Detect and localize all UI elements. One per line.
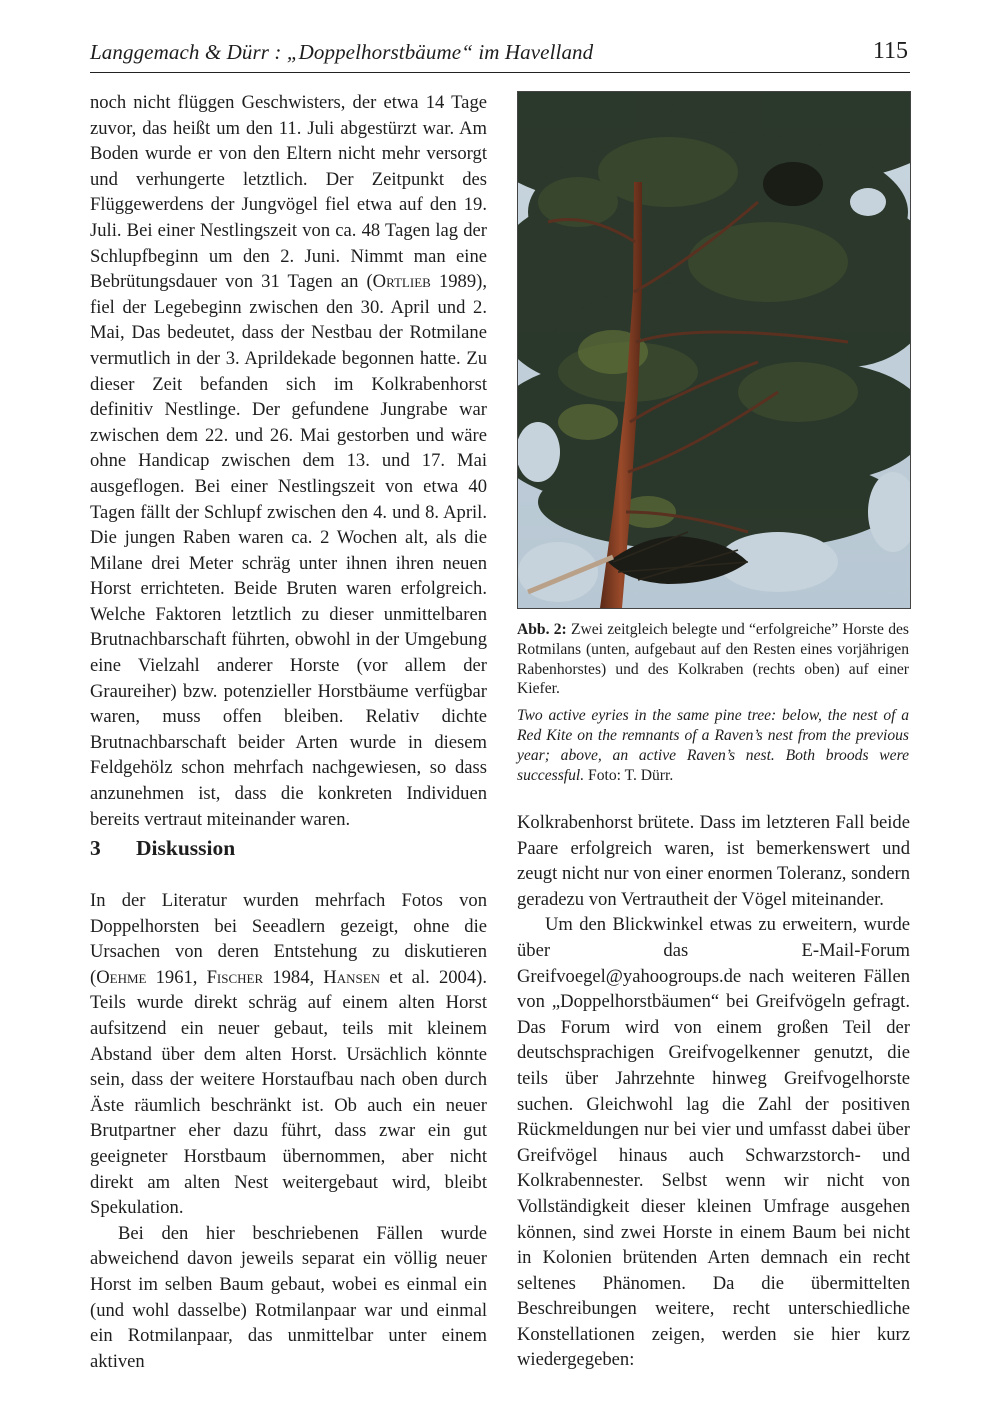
paragraph-right-1: Kolkrabenhorst brütete. Dass im letzteren Fall beide Paare erfolgreich waren, ist bemerkenswert und zeugt nicht nur von einer enormen Toleranz, sondern geradezu von Vertrautheit der Vögel miteinander. bbox=[517, 812, 910, 910]
caption-german: Abb. 2: Zwei zeitgleich belegte und “erfolgreiche” Horste des Rotmilans (unten, aufgebaut auf den Resten eines vorjährigen Rabenhorstes) und des Kolkraben (rechts oben) auf einer Kiefer. bbox=[517, 621, 909, 698]
citation-ortlieb: Ortlieb bbox=[372, 271, 431, 293]
caption-label: Abb. 2: bbox=[517, 621, 567, 638]
running-title: Langgemach & Dürr : „Doppelhorstbäume“ im Havelland bbox=[90, 40, 594, 64]
running-head bbox=[90, 38, 910, 73]
citation-oehme: Oehme bbox=[96, 966, 147, 988]
right-column bbox=[517, 810, 910, 1373]
paragraph-results-continued: noch nicht flüggen Geschwisters, der etwa 14 Tage zuvor, das heißt um den 11. Juli abgestürzt war. Am Boden wurde er von den Eltern nicht mehr versorgt und verhungerte letztlich. Der Zeitpunkt des Flüggewerdens der Jungvögel fiel etwa auf den 19. Juli. Bei einer Nestlingszeit von ca. 48 Tagen lag der Schlupfbeginn um den 2. Juni. Nimmt man eine Bebrütungsdauer von 31 Tagen an (Ortlieb 1989), fiel der Legebeginn zwischen den 30. April und 2. Mai, Das bedeutet, dass der Nestbau der Rotmilane vermutlich in der 3. Aprildekade begonnen hatte. Zu dieser Zeit befanden sich im Kolkrabenhorst definitiv Nestlinge. Der gefundene Jungrabe war zwischen dem 22. und 26. Mai gestorben und wäre ohne Handicap zwischen dem 13. und 17. Mai ausgeflogen. Bei einer Nestlingszeit von etwa 40 Tagen fällt der Schlupf zwischen den 4. und 8. April. Die jungen Raben waren ca. 2 Wochen alt, als die Milane drei Meter schräg unter ihnen ihren neuen Horst errichteten. Beide Bruten waren erfolgreich. Welche Faktoren letztlich zu dieser unmittelbaren Brutnachbarschaft führten, obwohl in der Umgebung eine Vielzahl anderer Horste (vor allem der Graureiher) bzw. potenzieller Horstbäume verfügbar waren, muss offen bleiben. Relativ dichte Brutnachbarschaft beider Arten wurde in diesem Feldgehölz schon mehrfach nachgewiesen, so dass anzunehmen ist, dass die konkreten Individuen bereits vertraut miteinander waren. bbox=[90, 92, 487, 830]
figure-caption bbox=[517, 620, 909, 785]
section-heading bbox=[90, 836, 235, 861]
citation-hansen: Hansen bbox=[323, 966, 381, 988]
citation-fischer: Fischer bbox=[206, 966, 264, 988]
left-column bbox=[90, 90, 487, 832]
paragraph-discussion-2: Bei den hier beschriebenen Fällen wurde abweichend davon jeweils separat ein völlig neuer Horst im selben Baum gebaut, wobei es einmal ein (und wohl dasselbe) Rotmilanpaar war und einmal ein Rotmilanpaar, das unmittelbar unter einem aktiven bbox=[90, 1222, 487, 1372]
page-number: 115 bbox=[872, 38, 908, 64]
figure-photo-pine-tree bbox=[517, 91, 911, 609]
paragraph-discussion-1: In der Literatur wurden mehrfach Fotos von Doppelhorsten bei Seeadlern gezeigt, ohne die Ursachen von deren Entstehung zu diskutieren (Oehme 1961, Fischer 1984, Hansen et al. 2004). Teils wurde direkt schräg auf einem alten Horst aufsitzend ein neuer gebaut, teils mit kleinem Abstand über dem alten Horst. Ursächlich könnte sein, dass der weitere Horstaufbau nach oben durch Äste räumlich beschränkt ist. Ob auch ein neuer Brutpartner eher dazu führt, dass zwar ein gut geeigneter Horstbaum übernommen, aber nicht direkt am alten Nest weitergebaut wird, bleibt Spekulation. bbox=[90, 890, 487, 1219]
photo-credit: Foto: T. Dürr. bbox=[584, 766, 674, 784]
caption-english: Two active eyries in the same pine tree: below, the nest of a Red Kite on the remnants of a Raven’s nest from the previous year; above, an active Raven’s nest. Both broods were successful. Foto: T. Dürr. bbox=[517, 707, 909, 784]
paragraph-right-2: Um den Blickwinkel etwas zu erweitern, wurde über das E-Mail-Forum Greifvoegel@yahoogroups.de nach weiteren Fällen von „Doppelhorstbäumen“ bei Greifvögeln gefragt. Das Forum wird von einem großen Teil der deutschsprachigen Greifvogelkenner genutzt, die teils über Jahrzehnte hinweg Greifvogelhorste suchen. Gleichwohl lag die Zahl der positiven Rückmeldungen nur bei vier und umfasst dabei über Greifvögel hinaus auch Schwarzstorch- und Kolkrabennester. Selbst wenn wir nicht von Vollständigkeit dieser kleinen Umfrage ausgehen können, sind zwei Horste in einem Baum bei nicht in Kolonien brütenden Arten demnach ein recht seltenes Phänomen. Da die übermittelten Beschreibungen weitere, recht unterschiedliche Konstellationen zeigen, werden sie hier kurz wiedergegeben: bbox=[517, 914, 910, 1371]
discussion-column bbox=[90, 888, 487, 1374]
section-number: 3 bbox=[90, 836, 101, 860]
pine-tree-illustration bbox=[518, 92, 910, 608]
section-title: Diskussion bbox=[136, 836, 236, 860]
